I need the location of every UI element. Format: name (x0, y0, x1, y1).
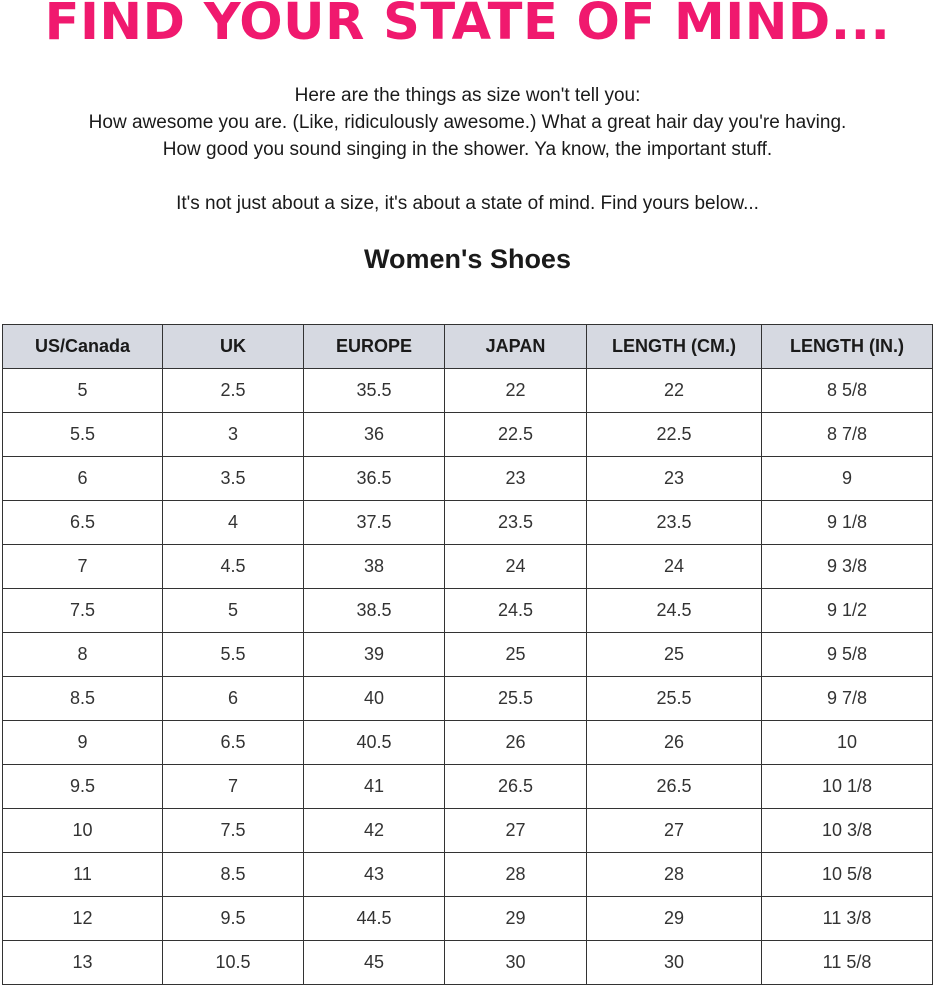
table-cell: 9 1/8 (762, 501, 933, 545)
table-cell: 6 (163, 677, 304, 721)
table-cell: 9.5 (3, 765, 163, 809)
table-cell: 30 (587, 941, 762, 985)
table-cell: 23.5 (445, 501, 587, 545)
table-cell: 9 7/8 (762, 677, 933, 721)
intro-text (0, 82, 935, 217)
table-row (3, 809, 933, 853)
table-cell: 22 (587, 369, 762, 413)
table-cell: 5.5 (3, 413, 163, 457)
table-cell: 7.5 (163, 809, 304, 853)
table-row (3, 941, 933, 985)
table-cell: 23.5 (587, 501, 762, 545)
table-cell: 36.5 (304, 457, 445, 501)
header-japan: JAPAN (445, 325, 587, 369)
table-row (3, 457, 933, 501)
table-row (3, 413, 933, 457)
intro-lead: It's not just about a size, it's about a state of mind. Find yours below... (176, 193, 759, 214)
header-length-cm: LENGTH (CM.) (587, 325, 762, 369)
table-row (3, 897, 933, 941)
table-cell: 28 (587, 853, 762, 897)
table-cell: 10 5/8 (762, 853, 933, 897)
table-cell: 26.5 (445, 765, 587, 809)
table-cell: 26.5 (587, 765, 762, 809)
table-cell: 5 (163, 589, 304, 633)
intro-line: Here are the things as size won't tell you: (294, 85, 641, 106)
table-cell: 8.5 (163, 853, 304, 897)
table-cell: 6.5 (3, 501, 163, 545)
table-cell: 44.5 (304, 897, 445, 941)
table-cell: 10.5 (163, 941, 304, 985)
table-cell: 45 (304, 941, 445, 985)
table-cell: 10 (762, 721, 933, 765)
table-cell: 25.5 (587, 677, 762, 721)
table-cell: 38.5 (304, 589, 445, 633)
table-cell: 25.5 (445, 677, 587, 721)
table-cell: 43 (304, 853, 445, 897)
table-cell: 42 (304, 809, 445, 853)
table-cell: 25 (445, 633, 587, 677)
table-cell: 40.5 (304, 721, 445, 765)
table-cell: 6.5 (163, 721, 304, 765)
table-cell: 28 (445, 853, 587, 897)
table-cell: 11 5/8 (762, 941, 933, 985)
table-cell: 10 1/8 (762, 765, 933, 809)
table-cell: 9 (3, 721, 163, 765)
table-cell: 29 (445, 897, 587, 941)
table-cell: 27 (445, 809, 587, 853)
section-title: Women's Shoes (364, 244, 571, 274)
page-headline: FIND YOUR STATE OF MIND... (44, 0, 891, 52)
header-uk: UK (163, 325, 304, 369)
table-cell: 22.5 (587, 413, 762, 457)
header-us-canada: US/Canada (3, 325, 163, 369)
table-cell: 7.5 (3, 589, 163, 633)
table-cell: 4.5 (163, 545, 304, 589)
table-cell: 24.5 (445, 589, 587, 633)
header-europe: EUROPE (304, 325, 445, 369)
table-row (3, 633, 933, 677)
table-cell: 27 (587, 809, 762, 853)
intro-line: How awesome you are. (Like, ridiculously awesome.) What a great hair day you're having. (88, 112, 847, 133)
table-cell: 7 (163, 765, 304, 809)
table-cell: 22.5 (445, 413, 587, 457)
table-cell: 25 (587, 633, 762, 677)
table-cell: 24 (587, 545, 762, 589)
table-cell: 3 (163, 413, 304, 457)
table-cell: 37.5 (304, 501, 445, 545)
table-cell: 2.5 (163, 369, 304, 413)
table-cell: 40 (304, 677, 445, 721)
table-row (3, 369, 933, 413)
table-row (3, 545, 933, 589)
table-cell: 38 (304, 545, 445, 589)
intro-line: How good you sound singing in the shower. Ya know, the important stuff. (162, 139, 773, 160)
table-cell: 13 (3, 941, 163, 985)
table-header-row (3, 325, 933, 369)
table-cell: 8 (3, 633, 163, 677)
table-cell: 9 1/2 (762, 589, 933, 633)
table-cell: 41 (304, 765, 445, 809)
table-cell: 29 (587, 897, 762, 941)
table-row (3, 501, 933, 545)
table-cell: 35.5 (304, 369, 445, 413)
table-cell: 9 (762, 457, 933, 501)
table-row (3, 589, 933, 633)
table-row (3, 677, 933, 721)
table-cell: 11 3/8 (762, 897, 933, 941)
size-chart-table (2, 324, 933, 985)
table-cell: 9.5 (163, 897, 304, 941)
table-row (3, 765, 933, 809)
table-row (3, 721, 933, 765)
table-cell: 24 (445, 545, 587, 589)
table-cell: 23 (445, 457, 587, 501)
table-cell: 22 (445, 369, 587, 413)
table-cell: 9 3/8 (762, 545, 933, 589)
table-row (3, 853, 933, 897)
header-length-in: LENGTH (IN.) (762, 325, 933, 369)
table-cell: 39 (304, 633, 445, 677)
table-cell: 5.5 (163, 633, 304, 677)
table-cell: 9 5/8 (762, 633, 933, 677)
table-cell: 10 3/8 (762, 809, 933, 853)
table-cell: 4 (163, 501, 304, 545)
table-cell: 3.5 (163, 457, 304, 501)
table-cell: 30 (445, 941, 587, 985)
table-cell: 8 5/8 (762, 369, 933, 413)
table-cell: 8.5 (3, 677, 163, 721)
table-cell: 26 (445, 721, 587, 765)
table-cell: 36 (304, 413, 445, 457)
table-cell: 10 (3, 809, 163, 853)
table-cell: 7 (3, 545, 163, 589)
table-cell: 23 (587, 457, 762, 501)
table-cell: 11 (3, 853, 163, 897)
table-cell: 5 (3, 369, 163, 413)
table-cell: 24.5 (587, 589, 762, 633)
table-cell: 8 7/8 (762, 413, 933, 457)
table-cell: 12 (3, 897, 163, 941)
table-cell: 6 (3, 457, 163, 501)
size-chart-body (3, 369, 933, 985)
table-cell: 26 (587, 721, 762, 765)
